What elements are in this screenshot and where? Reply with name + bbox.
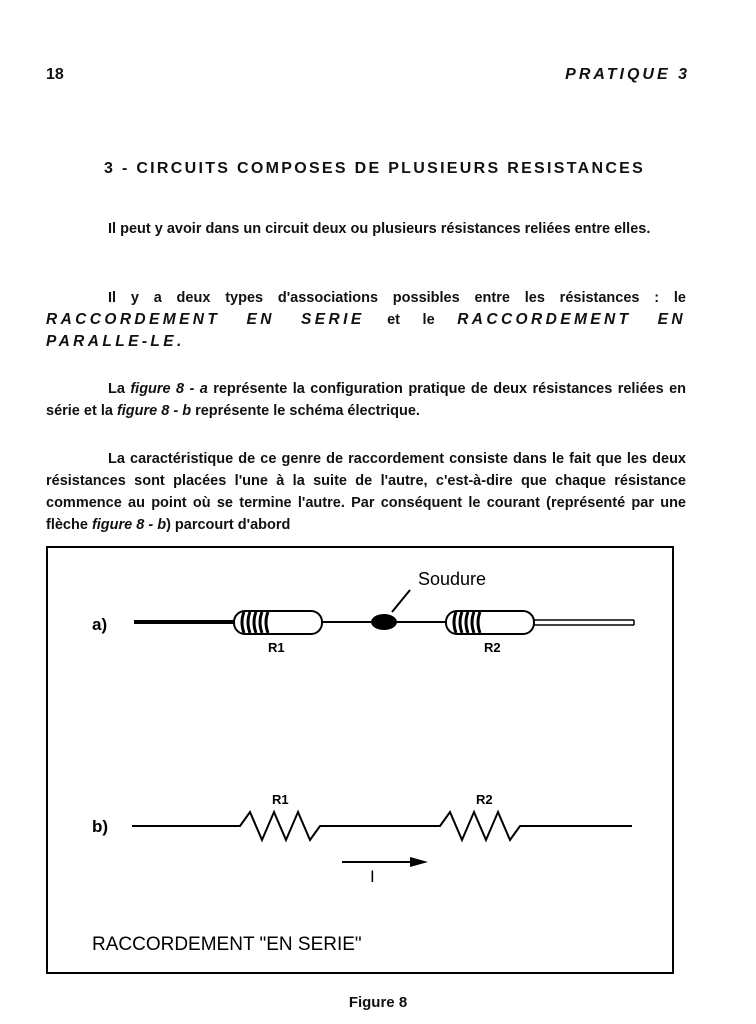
figure-8-diagram (48, 548, 672, 972)
solder-joint (371, 614, 397, 630)
paragraph-3-text-c: représente le schéma électrique. (191, 403, 420, 419)
paragraph-3-text (46, 378, 686, 422)
current-label: I (370, 867, 375, 886)
section-header: PRATIQUE 3 (565, 66, 690, 83)
paragraph-4-text-b: ) parcourt d'abord (166, 517, 291, 533)
term-parallele: RACCORDEMENT EN PARALLE-LE. (46, 311, 687, 350)
page-number: 18 (46, 66, 64, 83)
solder-pointer (392, 590, 410, 612)
term-serie: RACCORDEMENT EN SERIE (46, 311, 365, 328)
paragraph-4 (46, 448, 686, 536)
solder-label: Soudure (418, 569, 487, 589)
paragraph-4-text (46, 448, 686, 536)
figure-caption: Figure 8 (348, 994, 408, 1011)
resistor-r2-body (446, 611, 534, 634)
r1-label-a: R1 (268, 640, 285, 655)
figure-ref-8b: figure 8 - b (116, 403, 192, 419)
label-b: b) (92, 817, 109, 836)
figure-ref-8a: figure 8 - a (130, 381, 208, 397)
paragraph-2-text-b: et le (364, 312, 458, 328)
figure-ref-8b-current: figure 8 - b (91, 517, 167, 533)
r1-label-b: R1 (272, 792, 289, 807)
r2-label-b: R2 (476, 792, 493, 807)
paragraph-2-text-a: Il y a deux types d'associations possibles entre les résistances : le (108, 290, 686, 306)
label-a: a) (92, 615, 108, 634)
resistor-r1-body (234, 611, 322, 634)
paragraph-3-text-b: représente la configuration pratique de deux résistances reliées en série et la (46, 381, 687, 419)
paragraph-1 (46, 218, 686, 240)
paragraph-2 (46, 287, 686, 353)
paragraph-3-text-a: La (108, 381, 131, 397)
paragraph-2-text (46, 287, 686, 353)
current-arrow-head (410, 857, 428, 867)
paragraph-3 (46, 378, 686, 422)
section-heading: 3 - CIRCUITS COMPOSES DE PLUSIEURS RESISTANCES (104, 160, 646, 177)
figure-title: RACCORDEMENT "EN SERIE" (92, 934, 362, 955)
r2-label-a: R2 (484, 640, 501, 655)
series-circuit-wire (132, 812, 632, 840)
paragraph-4-text-a: La caractéristique de ce genre de raccordement consiste dans le fait que les deux résistances sont placées l'une à la suite de l'autre, c'est-à-dire que chaque résistance commence au point où se termine l'autre. Par conséquent le courant (représenté par une flèche (46, 451, 686, 533)
paragraph-1-text: Il peut y avoir dans un circuit deux ou plusieurs résistances reliées entre elles. (108, 221, 651, 237)
figure-8 (46, 546, 674, 974)
